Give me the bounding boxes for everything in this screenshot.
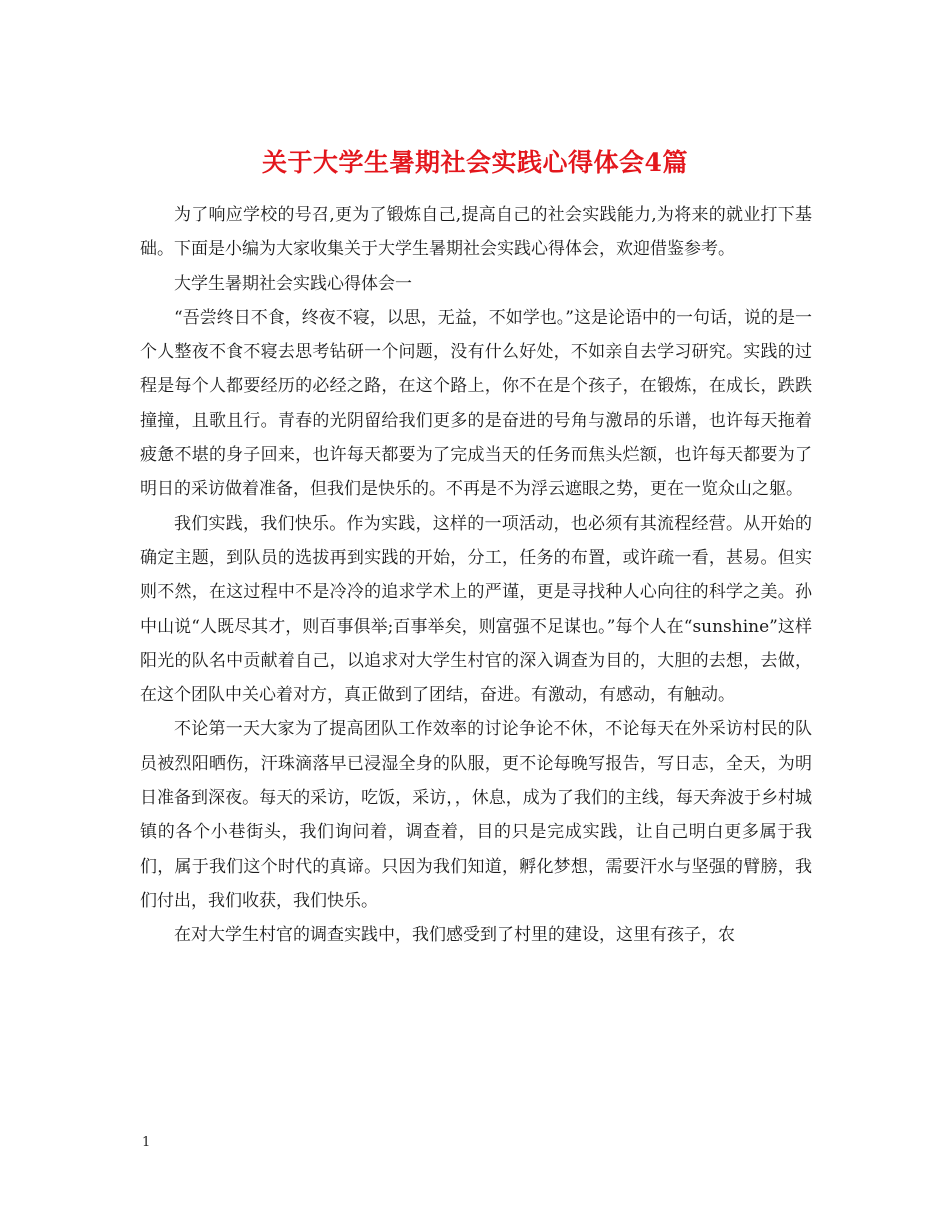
document-title: 关于大学生暑期社会实践心得体会4篇 <box>262 147 688 177</box>
paragraph-intro: 为了响应学校的号召,更为了锻炼自己,提高自己的社会实践能力,为将来的就业打下基础。下面是小编为大家收集关于大学生暑期社会实践心得体会，欢迎借鉴参考。 <box>140 205 812 260</box>
page-number: 1 <box>142 1135 151 1150</box>
paragraph-quote: “吾尝终日不食，终夜不寝，以思，无益，不如学也。”这是论语中的一句话，说的是一个人整夜不食不寝去思考钻研一个问题，没有什么好处，不如亲自去学习研究。实践的过程是每个人都要经历的必经之路，在这个路上，你不在是个孩子，在锻炼，在成长，跌跌撞撞，且歌且行。青春的光阴留给我们更多的是奋进的号角与激昂的乐谱，也许每天拖着疲惫不堪的身子回来，也许每天都要为了完成当天的任务而焦头烂额，也许每天都要为了明日的采访做着准备，但我们是快乐的。不再是不为浮云遮眼之势，更在一览众山之躯。 <box>140 307 812 500</box>
document-body <box>140 198 812 953</box>
section-heading-one: 大学生暑期社会实践心得体会一 <box>174 273 412 294</box>
paragraph-daily-work: 不论第一天大家为了提高团队工作效率的讨论争论不休，不论每天在外采访村民的队员被烈阳晒伤，汗珠滴落早已浸湿全身的队服，更不论每晚写报告，写日志，全天，为明日准备到深夜。每天的采访，吃饭，采访，，休息，成为了我们的主线，每天奔波于乡村城镇的各个小巷街头，我们询问着，调查着，目的只是完成实践，让自己明白更多属于我们，属于我们这个时代的真谛。只因为我们知道，孵化梦想，需要汗水与坚强的臂膀，我们付出，我们收获，我们快乐。 <box>140 719 812 911</box>
paragraph-practice: 我们实践，我们快乐。作为实践，这样的一项活动，也必须有其流程经营。从开始的确定主题，到队员的选拔再到实践的开始，分工，任务的布置，或许疏一看，甚易。但实则不然，在这过程中不是冷冷的追求学术上的严谨，更是寻找种人心向往的科学之美。孙中山说“人既尽其才，则百事俱举;百事举矣，则富强不足谋也。”每个人在“sunshine”这样阳光的队名中贡献着自己，以追求对大学生村官的深入调查为目的，大胆的去想，去做，在这个团队中关心着对方，真正做到了团结，奋进。有激动，有感动，有触动。 <box>140 513 812 706</box>
paragraph-village-survey: 在对大学生村官的调查实践中，我们感受到了村里的建设，这里有孩子，农 <box>174 925 735 946</box>
